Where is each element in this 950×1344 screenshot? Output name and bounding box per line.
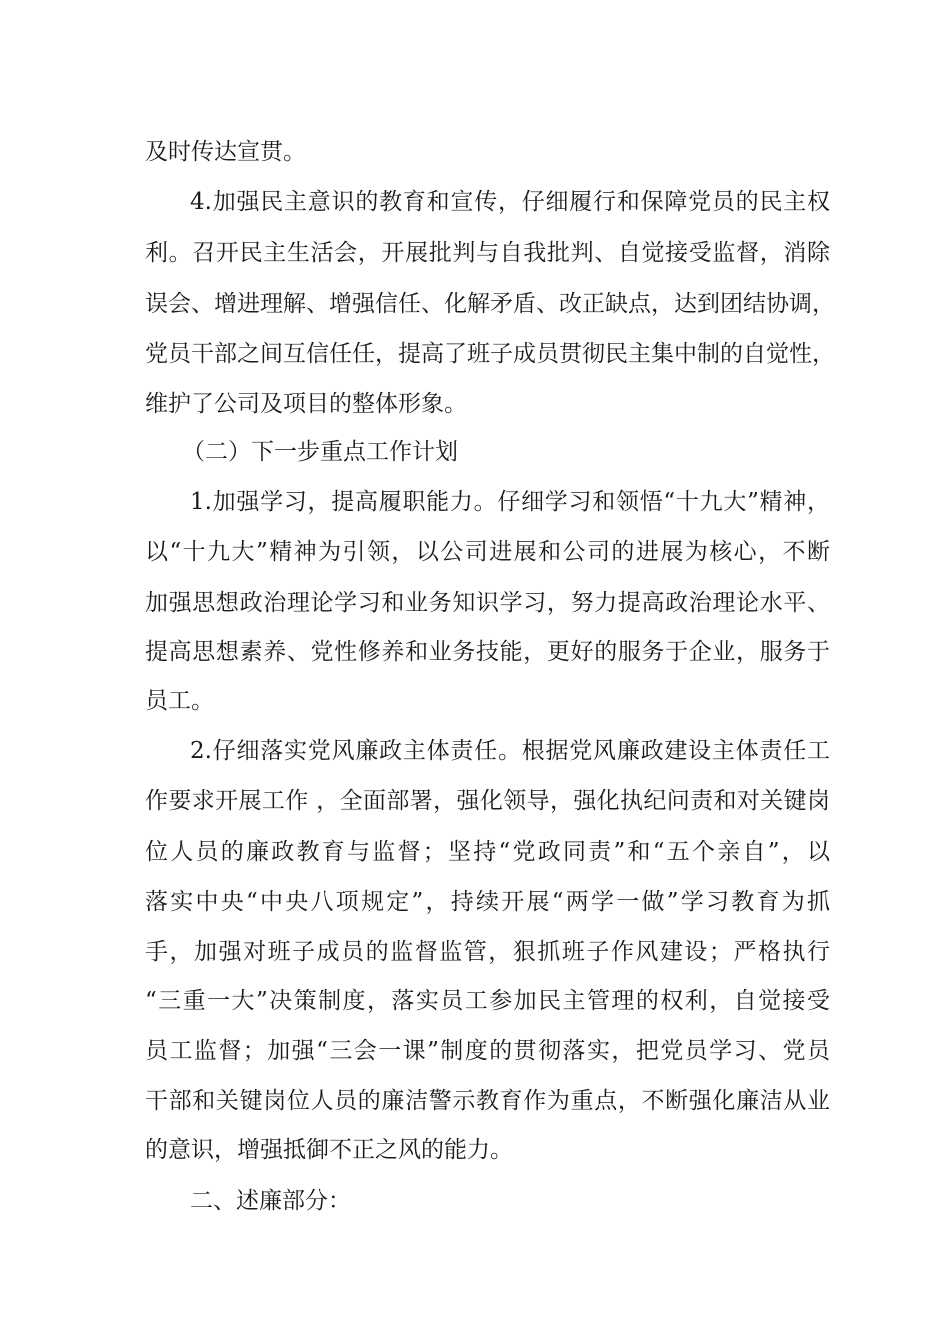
text-line: 员工。 <box>145 688 214 714</box>
text-line: 维护了公司及项目的整体形象。 <box>145 391 467 417</box>
section-heading: 二、述廉部分： <box>190 1188 351 1214</box>
paragraph-line: 位人员的廉政教育与监督；坚持“党政同责”和“五个亲自”，以 <box>145 839 830 865</box>
text-line: 的意识，增强抵御不正之风的能力。 <box>145 1137 513 1163</box>
paragraph-line: 作要求开展工作 ，全面部署，强化领导，强化执纪问责和对关键岗 <box>145 788 830 814</box>
paragraph-line: “三重一大”决策制度，落实员工参加民主管理的权利，自觉接受 <box>145 988 830 1014</box>
text-line: 及时传达宣贯。 <box>145 139 306 165</box>
paragraph-line: 利。召开民主生活会，开展批判与自我批判、自觉接受监督，消除 <box>145 240 830 266</box>
paragraph-line: 手，加强对班子成员的监督监管，狠抓班子作风建设；严格执行 <box>145 939 830 965</box>
paragraph-line: 干部和关键岗位人员的廉洁警示教育作为重点，不断强化廉洁从业 <box>145 1088 830 1114</box>
paragraph-line: 2.仔细落实党风廉政主体责任。根据党风廉政建设主体责任工 <box>190 738 830 764</box>
paragraph-line: 提高思想素养、党性修养和业务技能，更好的服务于企业，服务于 <box>145 639 830 665</box>
paragraph-line: 4.加强民主意识的教育和宣传，仔细履行和保障党员的民主权 <box>190 189 830 215</box>
paragraph-line: 党员干部之间互信任任，提高了班子成员贯彻民主集中制的自觉性， <box>145 341 835 367</box>
paragraph-line: 落实中央“中央八项规定”，持续开展“两学一做”学习教育为抓 <box>145 889 830 915</box>
paragraph-line: 员工监督；加强“三会一课”制度的贯彻落实，把党员学习、党员 <box>145 1038 830 1064</box>
section-heading: （二）下一步重点工作计划 <box>182 439 458 465</box>
paragraph-line: 以“十九大”精神为引领，以公司进展和公司的进展为核心，不断 <box>145 539 830 565</box>
paragraph-line: 1.加强学习，提高履职能力。仔细学习和领悟“十九大”精神， <box>190 489 830 515</box>
paragraph-line: 误会、增进理解、增强信任、化解矛盾、改正缺点，达到团结协调， <box>145 291 835 317</box>
paragraph-line: 加强思想政治理论学习和业务知识学习，努力提高政治理论水平、 <box>145 590 830 616</box>
